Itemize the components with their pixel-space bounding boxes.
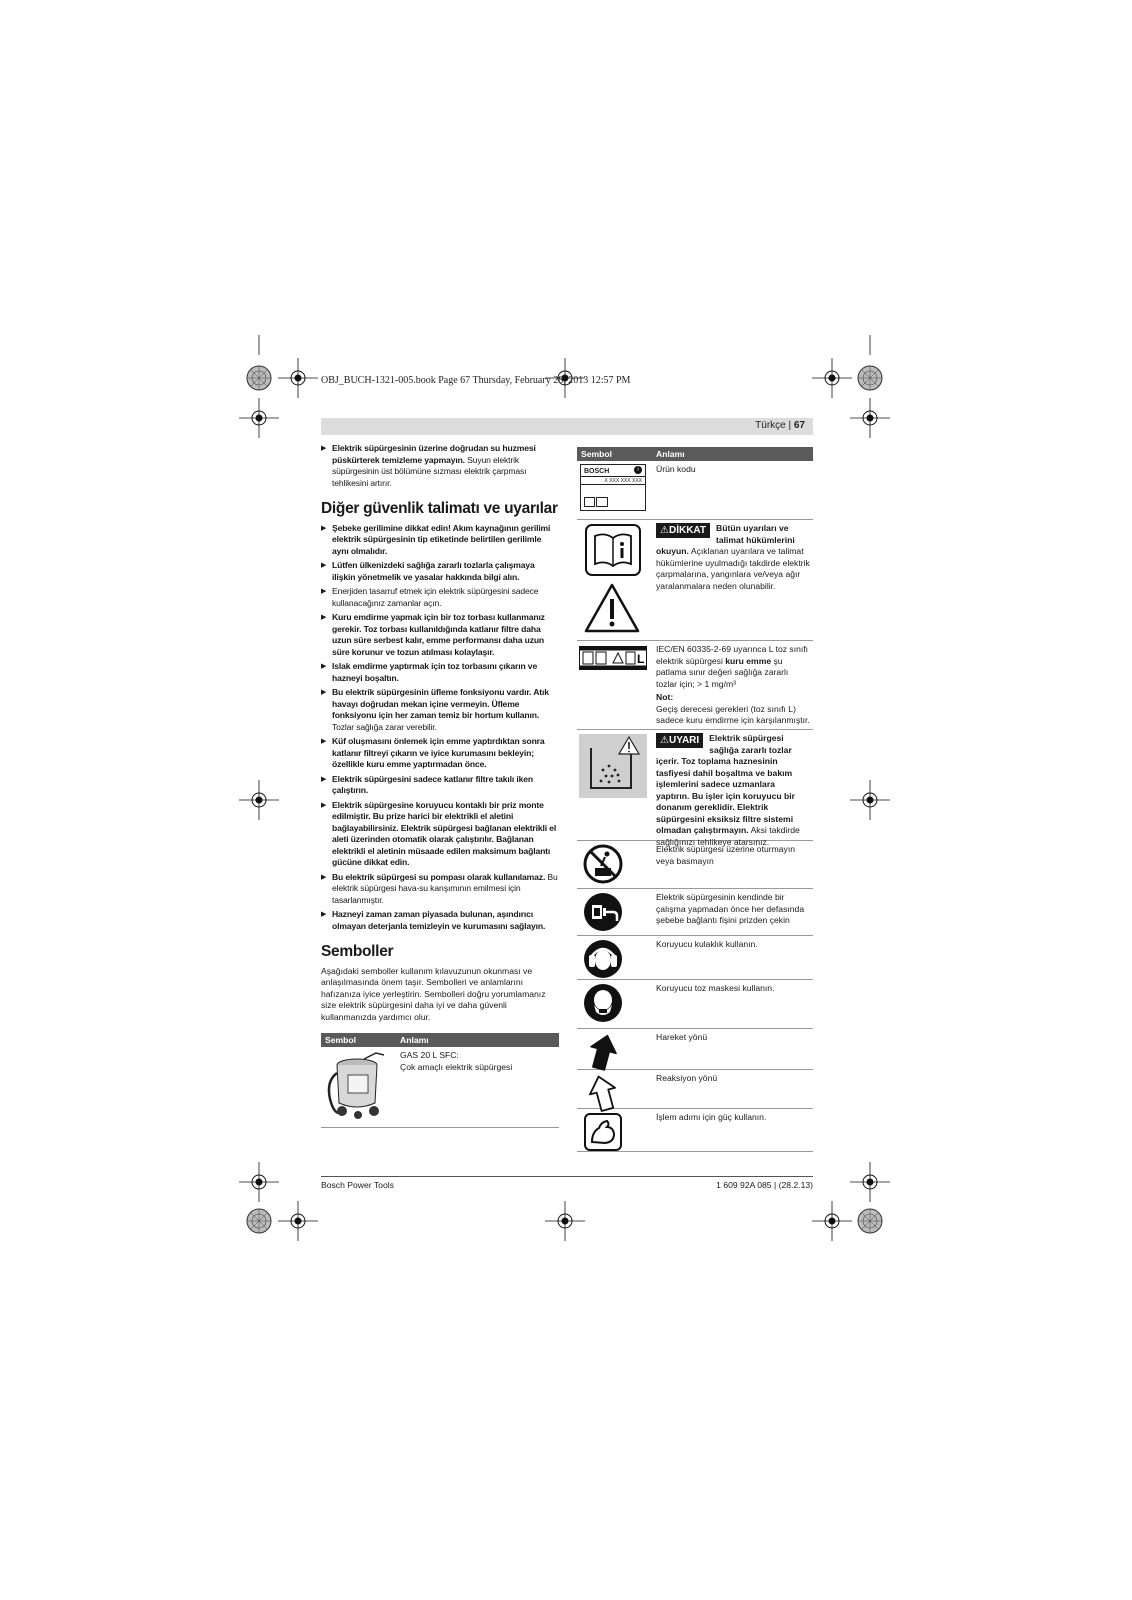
left-table-row-line2: Çok amaçlı elektrik süpürgesi: [400, 1062, 513, 1072]
left-table-header: [321, 1033, 559, 1047]
nameplate-row: [577, 461, 813, 520]
note-title: Not:: [656, 692, 674, 702]
symbol-row: [577, 889, 813, 936]
safety-bullet: [321, 800, 559, 869]
bullet-rest: Enerjiden tasarruf etmek için elektrik süpürgesini sadece kullanacağınız zamanlar açın.: [332, 586, 539, 608]
dikkat-bold: Bütün uyarıları ve talimat hükümlerini okuyun.: [656, 523, 795, 556]
safety-bullet: [321, 661, 559, 684]
nameplate-brand: BOSCH: [584, 468, 610, 475]
dust-class-text-b: kuru emme: [725, 655, 772, 666]
intro-bold: Elektrik süpürgesinin üzerine doğrudan su huzmesi püskürterek temizleme yapmayın.: [332, 443, 536, 465]
uyari-text: [656, 733, 810, 848]
dikkat-label-box: [656, 523, 710, 538]
dikkat-text: [656, 523, 810, 592]
nameplate-code: X XXX XXX XXX: [604, 478, 642, 484]
bullet-bold: Hazneyi zaman zaman piyasada bulunan, aşındırıcı olmayan deterjanla temizleyin ve kurumasını sağlayın.: [332, 909, 546, 931]
bullet-bold: Islak emdirme yaptırmak için toz torbasını çıkarın ve hazneyi boşaltın.: [332, 661, 538, 683]
symbols-intro: Aşağıdaki semboller kullanım kılavuzunun okunması ve anlaşılmasında önem taşır. Sembolleri ve anlamlarını hafızanıza iyice yerleştirin. Sembolleri doğru yorumlamanız size elektrik süpürgesini daha iyi ve daha güvenli kullanmanızda yardımcı olur.: [321, 965, 546, 1022]
safety-bullet: [321, 872, 559, 907]
page-number: 67: [793, 420, 805, 431]
dust-class-text-c: şu patlama sınır değeri sağlığa zararlı tozlar için; > 1 mg/m³: [656, 655, 789, 689]
nameplate-icon: [580, 464, 646, 511]
intro-bullet: [321, 443, 559, 489]
force-arm-icon: [583, 1112, 623, 1152]
bullet-bold: Kuru emdirme yapmak için bir toz torbası kullanmanız gerekir. Toz torbası kullanıldığında katlanır filtre daha uzun süre serbest kalır, emme performansı daha uzun süre korunur ve tozun atılması kolaylaşır.: [332, 612, 545, 657]
symbol-row: [577, 980, 813, 1029]
warning-triangle-icon: [583, 582, 641, 634]
safety-bullet: [321, 586, 559, 609]
safety-bullet: [321, 612, 559, 658]
page-header: Türkçe | 67: [755, 420, 805, 431]
dust-class-text-a: IEC/EN 60335-2-69 uyarınca L toz sınıfı elektrik süpürgesi: [656, 644, 809, 666]
symbol-row: [577, 1070, 813, 1109]
symbol-meaning: Reaksiyon yönü: [656, 1073, 718, 1083]
safety-bullet-list: [321, 523, 559, 933]
bullet-rest: Tozlar sağlığa zarar verebilir.: [332, 721, 437, 732]
symbol-meaning: İşlem adımı için güç kullanın.: [656, 1112, 767, 1122]
section-heading-safety: Diğer güvenlik talimatı ve uyarılar: [321, 500, 558, 517]
safety-bullet: [321, 736, 559, 771]
uyari-row: [577, 730, 813, 847]
bullet-rest: Bu elektrik süpürgesi hava-su karışımının emilmesi için tasarlanmıştır.: [332, 871, 558, 905]
bullet-bold: Şebeke gerilimine dikkat edin! Akım kaynağının gerilimi elektrik süpürgesinin tip etiketinde belirtilen gerilimle aynı olmalıdır.: [332, 522, 551, 556]
intro-rest: Suyun elektrik süpürgesinin üst bölümüne sızması elektrik çarpması tehlikesini artırır.: [332, 454, 527, 488]
dust-class-row: [577, 641, 813, 730]
uyari-rest: Aksi takdirde sağlığınızı tehlikeye atarsınız.: [656, 825, 800, 847]
read-manual-icon: [585, 524, 641, 576]
header-bar: [321, 418, 813, 435]
uyari-label-box: [656, 733, 703, 748]
dust-class-text: [656, 644, 810, 727]
section-heading-symbols: Semboller: [321, 943, 394, 960]
bullet-bold: Küf oluşmasını önlemek için emme yaptırdıktan sonra katlanır filtreyi çıkarın ve iyice kurumasını bekleyin; özellikle kuru emme yaptırmadan önce.: [332, 736, 545, 769]
safety-bullet: [321, 560, 559, 583]
arrow-filled-icon: [583, 1032, 623, 1072]
dust-class-l-icon: [579, 646, 647, 670]
left-table-header-meaning: Anlamı: [400, 1035, 429, 1045]
bullet-bold: Elektrik süpürgesini sadece katlanır filtre takılı iken çalıştırın.: [332, 773, 533, 795]
left-table-row: [321, 1047, 559, 1128]
dust-class-letter: L: [637, 652, 645, 666]
left-table-row-line1: GAS 20 L SFC:: [400, 1050, 459, 1060]
dust-container-warning-icon: [579, 734, 647, 798]
safety-bullet: [321, 774, 559, 797]
uyari-label: ⚠UYARI: [656, 733, 703, 748]
ear-protection-icon: [583, 939, 623, 979]
left-column: [321, 443, 559, 1128]
footer-brand: Bosch Power Tools: [321, 1180, 394, 1190]
safety-bullet: [321, 523, 559, 558]
symbol-meaning: Elektrik süpürgesinin kendinde bir çalışma yapmadan önce her defasında şebebe bağlantı fişini prizden çekin: [656, 892, 805, 925]
no-sitting-icon: [583, 844, 623, 884]
symbol-row: [577, 1109, 813, 1152]
symbol-rows: [577, 841, 813, 1152]
safety-bullet: [321, 909, 559, 932]
bullet-bold: Bu elektrik süpürgesi su pompası olarak kullanılamaz.: [332, 871, 546, 882]
dikkat-label: ⚠DİKKAT: [656, 523, 710, 538]
safety-bullet: [321, 687, 559, 733]
note-text: Geçiş derecesi gerekleri (toz sınıfı L) sadece kuru emdirme için karşılanmıştır.: [656, 703, 810, 725]
right-table-header-symbol: Sembol: [581, 449, 613, 459]
symbol-meaning: Koruyucu toz maskesi kullanın.: [656, 983, 775, 993]
bullet-bold: Elektrik süpürgesine koruyucu kontaklı bir priz monte edilmiştir. Bu prize harici bir elektrikli el aletini bağlayabilirsiniz. Elektrik süpürgesi bağlanan elektrikli el aleti üzerinden otomatik olarak çalıştırılır. Bağlanan elektrikli el aletinin müsaade edilen maksimum bağlantı gücüne dikkat edin.: [332, 799, 557, 867]
symbol-row: [577, 1029, 813, 1070]
unplug-icon: [583, 892, 623, 932]
footer-rule: [321, 1176, 813, 1177]
symbol-meaning: Koruyucu kulaklık kullanın.: [656, 939, 758, 949]
bullet-bold: Bu elektrik süpürgesinin üfleme fonksiyonu vardır. Atık havayı doğrudan mekan içine vermeyin. Üfleme fonksiyonu için her zaman temiz bir hortum kullanın.: [332, 687, 549, 720]
right-table-header-meaning: Anlamı: [656, 449, 685, 459]
symbol-meaning: Hareket yönü: [656, 1032, 708, 1042]
nameplate-meaning: Ürün kodu: [656, 464, 696, 474]
symbol-row: [577, 841, 813, 889]
header-language: Türkçe: [755, 420, 786, 431]
bullet-bold: Lütfen ülkenizdeki sağlığa zararlı tozlarla çalışmaya ilişkin yönetmelik ve yasalar hakkında bilgi alın.: [332, 560, 535, 582]
arrow-outline-icon: [583, 1073, 623, 1113]
vacuum-cleaner-image: [324, 1051, 390, 1123]
dust-mask-icon: [583, 983, 623, 1023]
uyari-bold: Elektrik süpürgesi sağlığa zararlı tozlar içerir. Toz toplama haznesinin tasfiyesi dahil boşaltma ve bakım işlemlerini sadece uzmanlara yaptırın. Bu işler için koruyucu bir donanım gereklidir. Elektrik süpürgesini eksiksiz filtre sistemi olmadan çalıştırmayın.: [656, 733, 795, 835]
print-slug: OBJ_BUCH-1321-005.book Page 67 Thursday, February 28, 2013 12:57 PM: [321, 375, 631, 386]
right-table-header: [577, 447, 813, 461]
symbol-meaning: Elektrik süpürgesi üzerine oturmayın veya basmayın: [656, 844, 795, 866]
dikkat-row: [577, 520, 813, 641]
symbol-row: [577, 936, 813, 980]
footer-doc-number: 1 609 92A 085 | (28.2.13): [716, 1180, 813, 1190]
left-table-header-symbol: Sembol: [325, 1035, 357, 1045]
right-column: [577, 447, 813, 1152]
info-circle-icon: i: [634, 466, 642, 474]
dikkat-rest: Açıklanan uyarılara ve talimat hükümlerine uyulmadığı takdirde elektrik çarpmalarına, yangınlara ve/veya ağır yaralanmalara neden olunabilir.: [656, 546, 810, 591]
